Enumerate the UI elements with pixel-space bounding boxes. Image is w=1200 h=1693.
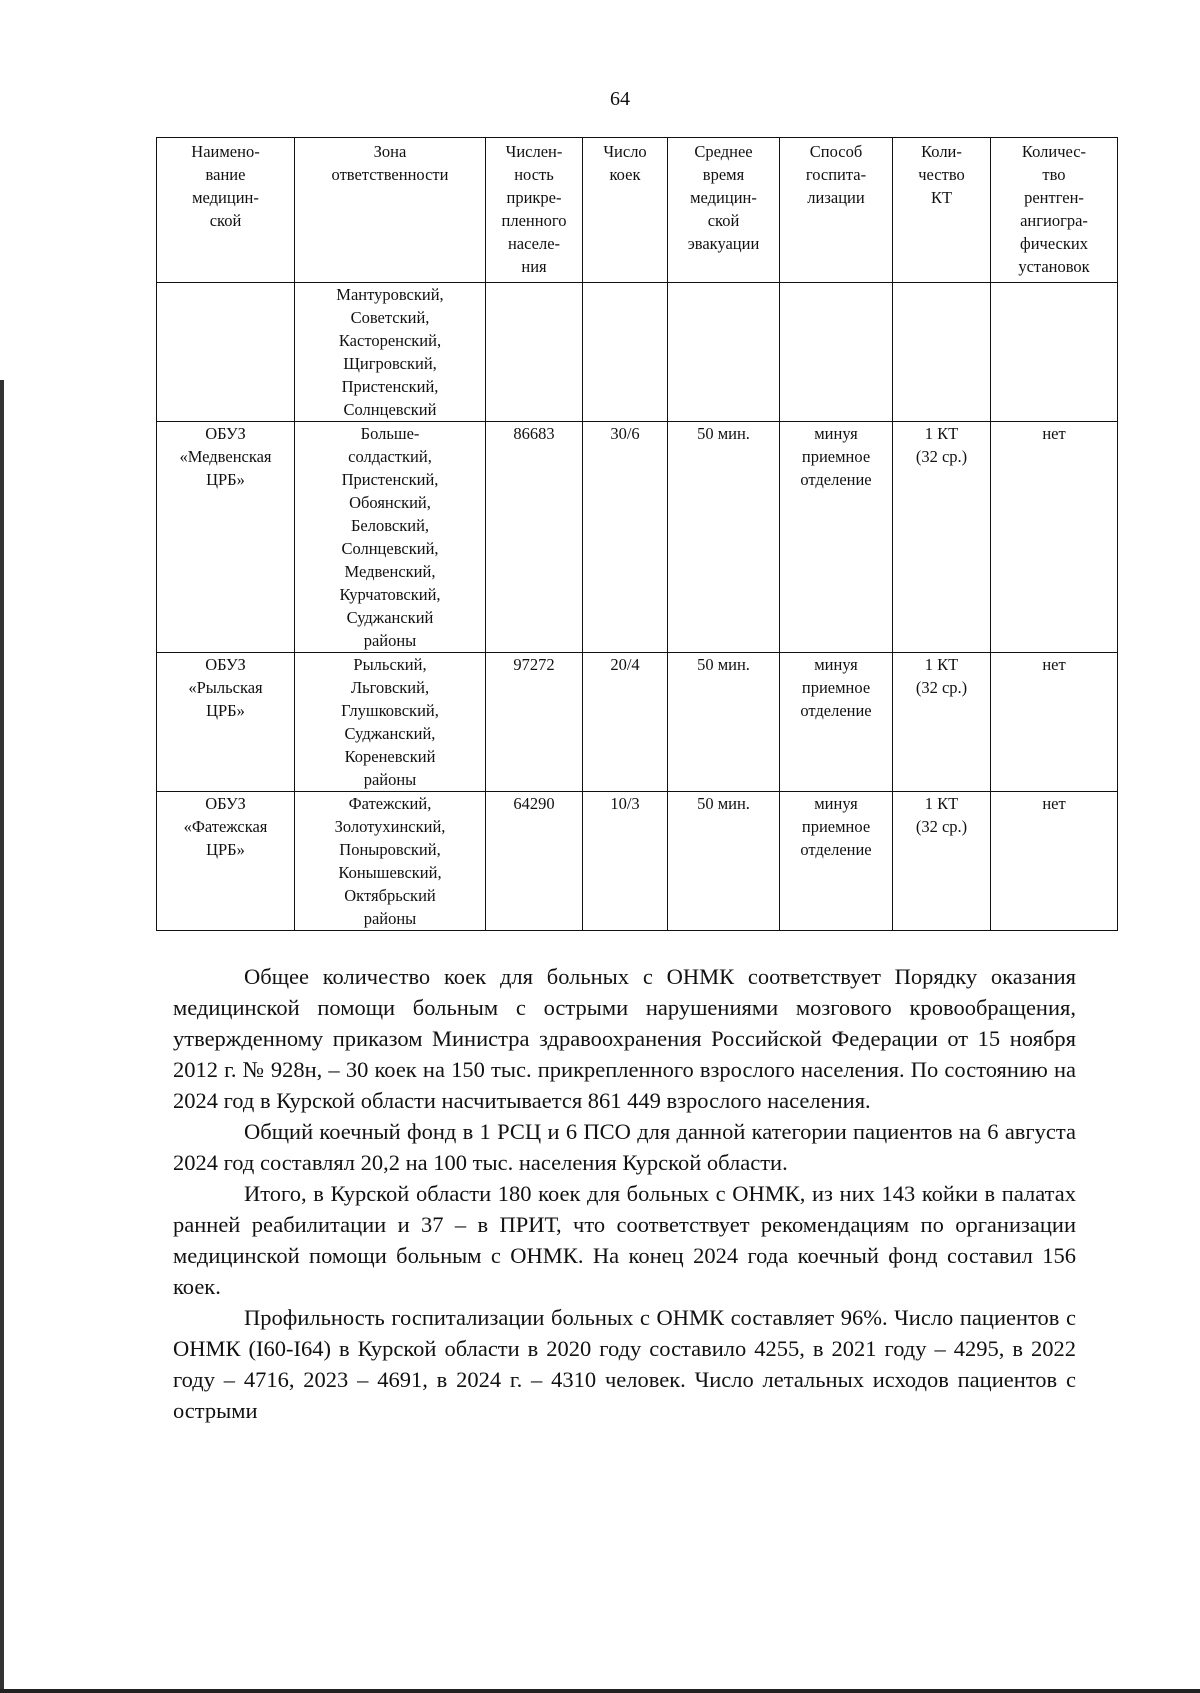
cell-method <box>780 422 893 653</box>
cell-text-line: время <box>702 165 745 184</box>
cell-text-line: Кореневский <box>344 747 436 766</box>
cell-text-line: Число <box>603 142 647 161</box>
cell-method <box>780 283 893 422</box>
cell-beds: 30/6 <box>583 422 668 653</box>
cell-text-line: (32 ср.) <box>915 817 968 836</box>
cell-text-line: ОБУЗ <box>205 655 246 674</box>
cell-text-line: минуя <box>814 794 858 813</box>
cell-text-line: 1 КТ <box>924 424 959 443</box>
cell-text-line: (32 ср.) <box>915 678 968 697</box>
cell-text-line: ность <box>514 165 554 184</box>
cell-text-line: коек <box>609 165 641 184</box>
cell-text-line: Наимено- <box>191 142 260 161</box>
cell-text-line: 1 КТ <box>924 655 959 674</box>
cell-text-line: отделение <box>800 701 872 720</box>
cell-text-line: эвакуации <box>687 234 760 253</box>
cell-angio <box>991 283 1118 422</box>
cell-text-line: Касторенский, <box>338 331 442 350</box>
cell-text-line: ской <box>209 211 242 230</box>
cell-zone <box>295 422 486 653</box>
header-angio-units <box>991 138 1118 283</box>
cell-text-line: Количес- <box>1021 142 1087 161</box>
cell-text-line: пленного <box>501 211 567 230</box>
cell-text-line: ЦРБ» <box>206 470 245 489</box>
cell-text-line: Поныровский, <box>339 840 441 859</box>
cell-text-line: населе- <box>507 234 561 253</box>
cell-facility-name <box>157 653 295 792</box>
cell-text-line: Курчатовский, <box>339 585 441 604</box>
cell-beds: 10/3 <box>583 792 668 931</box>
table-row <box>157 283 1118 422</box>
cell-text-line: приемное <box>801 817 871 836</box>
cell-text-line: районы <box>363 631 417 650</box>
cell-facility-name <box>157 283 295 422</box>
cell-text-line: лизации <box>807 188 865 207</box>
header-evacuation-time <box>668 138 780 283</box>
paragraph-hospitalization-profile: Профильность госпитализации больных с ОНМК составляет 96%. Число пациентов с ОНМК (I60-I64) в Курской области в 2020 году составило 4255, в 2021 году – 4295, в 2022 году – 4716, 2023 – 4691, в 2024 г. – 4310 человек. Число летальных исходов пациентов с острыми <box>173 1305 1076 1423</box>
cell-population: 97272 <box>486 653 583 792</box>
paragraph-total-beds: Итого, в Курской области 180 коек для больных с ОНМК, из них 143 койки в палатах ранней реабилитации и 37 – в ПРИТ, что соответствует рекомендациям по организации медицинской помощи больным с ОНМК. На конец 2024 года коечный фонд составил 156 коек. <box>173 1181 1076 1299</box>
cell-text-line: медицин- <box>192 188 259 207</box>
cell-text-line: ангиогра- <box>1020 211 1088 230</box>
cell-text-line: фических <box>1020 234 1088 253</box>
cell-text-line: отделение <box>800 840 872 859</box>
cell-text-line: ответственности <box>331 165 449 184</box>
cell-text-line: Обоянский, <box>349 493 431 512</box>
cell-population: 64290 <box>486 792 583 931</box>
paragraph-bed-count-norm: Общее количество коек для больных с ОНМК соответствует Порядку оказания медицинской помощи больным с острыми нарушениями мозгового кровообращения, утвержденному приказом Министра здравоохранения Российской Федерации от 15 ноября 2012 г. № 928н, – 30 коек на 150 тыс. прикрепленного взрослого населения. По состоянию на 2024 год в Курской области насчитывается 861 449 взрослого населения. <box>173 964 1076 1113</box>
scan-edge-left <box>0 380 4 1693</box>
cell-text-line: Способ <box>809 142 863 161</box>
scan-edge-bottom <box>0 1689 1200 1693</box>
cell-evac-time: 50 мин. <box>668 792 780 931</box>
cell-beds <box>583 283 668 422</box>
cell-text-line: госпита- <box>805 165 867 184</box>
cell-ct <box>893 653 991 792</box>
cell-method <box>780 653 893 792</box>
cell-text-line: Коли- <box>921 142 962 161</box>
cell-evac-time: 50 мин. <box>668 422 780 653</box>
cell-evac-time: 50 мин. <box>668 653 780 792</box>
cell-text-line: Больше- <box>360 424 420 443</box>
cell-text-line: (32 ср.) <box>915 447 968 466</box>
header-ct-count <box>893 138 991 283</box>
table-row <box>157 653 1118 792</box>
cell-text-line: КТ <box>930 188 953 207</box>
cell-ct <box>893 283 991 422</box>
cell-ct <box>893 422 991 653</box>
header-hospitalization-method <box>780 138 893 283</box>
cell-text-line: отделение <box>800 470 872 489</box>
cell-text-line: Пристенский, <box>341 470 439 489</box>
cell-text-line: приемное <box>801 678 871 697</box>
cell-text-line: ской <box>707 211 740 230</box>
cell-method <box>780 792 893 931</box>
medical-facilities-table <box>156 137 1118 931</box>
cell-text-line: Октябрьский <box>344 886 436 905</box>
cell-text-line: ОБУЗ <box>205 794 246 813</box>
cell-text-line: солдасткий, <box>348 447 432 466</box>
cell-angio: нет <box>991 792 1118 931</box>
cell-text-line: медицин- <box>690 188 757 207</box>
cell-text-line: Медвенский, <box>344 562 436 581</box>
cell-text-line: Золотухинский, <box>334 817 446 836</box>
cell-population: 86683 <box>486 422 583 653</box>
cell-text-line: Суджанский, <box>344 724 436 743</box>
cell-ct <box>893 792 991 931</box>
cell-zone <box>295 653 486 792</box>
cell-text-line: Фатежский, <box>348 794 432 813</box>
cell-text-line: Солнцевский <box>343 400 437 419</box>
cell-text-line: Пристенский, <box>341 377 439 396</box>
cell-text-line: «Рыльская <box>188 678 263 697</box>
cell-text-line: Глушковский, <box>341 701 439 720</box>
cell-zone <box>295 792 486 931</box>
cell-text-line: Льговский, <box>350 678 430 697</box>
cell-text-line: районы <box>363 770 417 789</box>
cell-text-line: установок <box>1018 257 1090 276</box>
cell-text-line: Конышевский, <box>338 863 442 882</box>
cell-text-line: ЦРБ» <box>206 701 245 720</box>
cell-text-line: Советский, <box>350 308 430 327</box>
cell-text-line: Беловский, <box>350 516 430 535</box>
cell-text-line: Щигровский, <box>343 354 437 373</box>
cell-text-line: Мантуровский, <box>336 285 444 304</box>
cell-text-line: рентген- <box>1024 188 1084 207</box>
cell-angio: нет <box>991 422 1118 653</box>
cell-beds: 20/4 <box>583 653 668 792</box>
cell-text-line: минуя <box>814 424 858 443</box>
cell-text-line: ОБУЗ <box>205 424 246 443</box>
page-number: 64 <box>610 88 630 110</box>
cell-text-line: Рыльский, <box>353 655 427 674</box>
cell-text-line: приемное <box>801 447 871 466</box>
cell-text-line: чество <box>918 165 965 184</box>
header-attached-population <box>486 138 583 283</box>
cell-text-line: тво <box>1042 165 1066 184</box>
cell-population <box>486 283 583 422</box>
cell-text-line: «Медвенская <box>179 447 272 466</box>
cell-text-line: ния <box>521 257 547 276</box>
cell-text-line: Солнцевский, <box>341 539 439 558</box>
cell-text-line: ЦРБ» <box>206 840 245 859</box>
cell-evac-time <box>668 283 780 422</box>
header-responsibility-zone <box>295 138 486 283</box>
header-facility-name <box>157 138 295 283</box>
body-text <box>173 961 1076 1426</box>
cell-angio: нет <box>991 653 1118 792</box>
cell-text-line: Зона <box>373 142 407 161</box>
cell-text-line: вание <box>205 165 246 184</box>
cell-text-line: «Фатежская <box>183 817 268 836</box>
cell-text-line: 1 КТ <box>924 794 959 813</box>
cell-text-line: Суджанский <box>346 608 434 627</box>
table-row <box>157 792 1118 931</box>
cell-text-line: прикре- <box>506 188 562 207</box>
table-row <box>157 422 1118 653</box>
table-header-row <box>157 138 1118 283</box>
cell-text-line: минуя <box>814 655 858 674</box>
cell-text-line: районы <box>363 909 417 928</box>
paragraph-bed-fund: Общий коечный фонд в 1 РСЦ и 6 ПСО для данной категории пациентов на 6 августа 2024 год составлял 20,2 на 100 тыс. населения Курской области. <box>173 1119 1076 1175</box>
cell-zone <box>295 283 486 422</box>
cell-text-line: Числен- <box>505 142 563 161</box>
cell-facility-name <box>157 792 295 931</box>
cell-text-line: Среднее <box>694 142 753 161</box>
cell-facility-name <box>157 422 295 653</box>
header-bed-count <box>583 138 668 283</box>
